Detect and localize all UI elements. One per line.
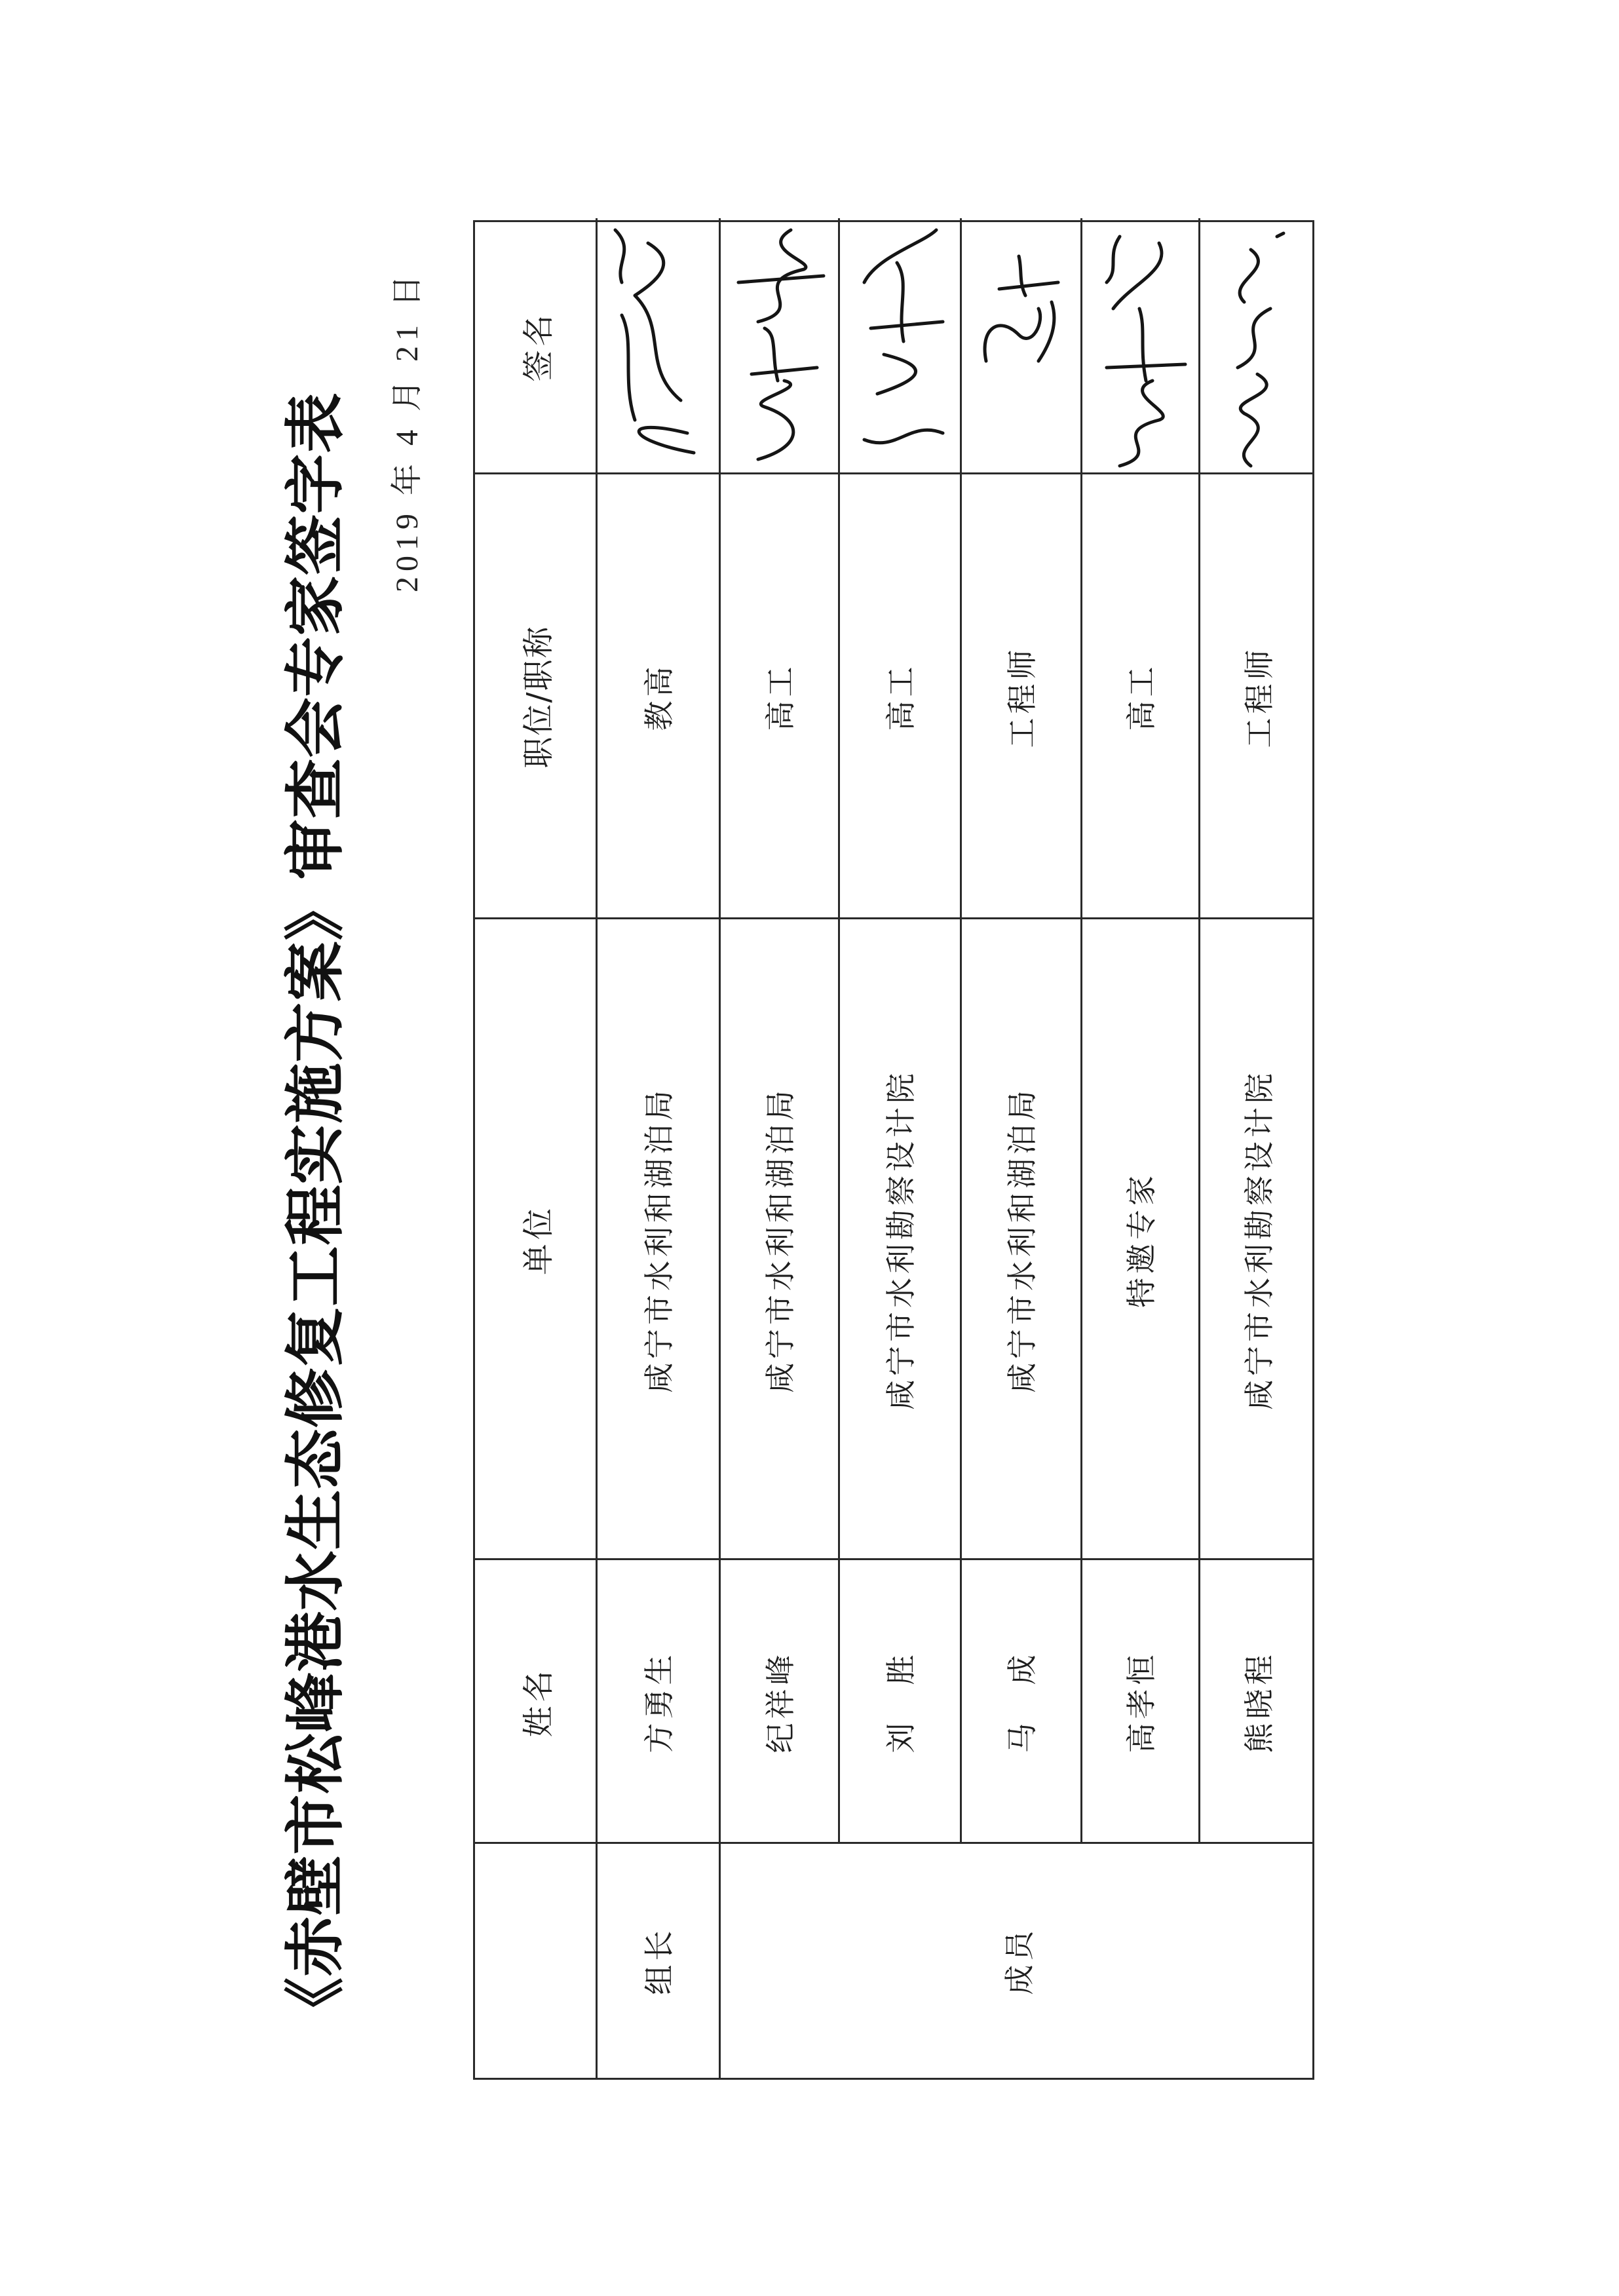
row-4-position: 工程师 (1004, 645, 1040, 748)
document-date: 2019 年 4 月 21 日 (390, 269, 425, 592)
row-3-position: 高工 (883, 662, 919, 731)
row-5-position: 高工 (1124, 662, 1159, 731)
header-position: 职位/职称 (520, 625, 557, 769)
row-2-unit: 咸宁市水利和湖泊局 (763, 1086, 798, 1393)
row-4-unit: 咸宁市水利和湖泊局 (1004, 1086, 1040, 1393)
row-1-position: 教高 (641, 662, 677, 731)
role-leader: 组长 (641, 1926, 677, 1995)
row-1-signature (596, 218, 719, 479)
row-2-signature (719, 218, 838, 479)
header-signature: 签名 (520, 311, 557, 382)
row-6-position: 工程师 (1242, 645, 1277, 748)
row-2-name: 纪祥峰 (763, 1651, 798, 1753)
header-unit: 单位 (520, 1204, 557, 1276)
row-5-signature (1080, 218, 1198, 479)
role-member: 成员 (1002, 1926, 1037, 1995)
header-name: 姓名 (520, 1666, 557, 1738)
row-1-unit: 咸宁市水利和湖泊局 (641, 1086, 677, 1393)
row-5-name: 高孝恒 (1124, 1651, 1159, 1753)
row-6-name: 熊晓程 (1242, 1651, 1277, 1753)
row-5-unit: 特邀专家 (1124, 1172, 1159, 1308)
row-1-name: 方勇生 (641, 1651, 677, 1753)
document-title: 《赤壁市松峰港水生态修复工程实施方案》审查会专家签字表 (280, 392, 351, 2038)
row-4-signature (960, 218, 1080, 479)
row-3-name: 刘 胜 (883, 1651, 919, 1753)
expert-signature-table (473, 220, 1314, 2080)
header-role (475, 1844, 596, 2078)
row-3-unit: 咸宁市水利勘察设计院 (883, 1069, 919, 1410)
row-2-position: 高工 (763, 662, 798, 731)
row-4-name: 马 成 (1004, 1651, 1040, 1753)
row-6-unit: 咸宁市水利勘察设计院 (1242, 1069, 1277, 1410)
row-3-signature (838, 218, 960, 479)
row-6-signature (1198, 218, 1316, 479)
